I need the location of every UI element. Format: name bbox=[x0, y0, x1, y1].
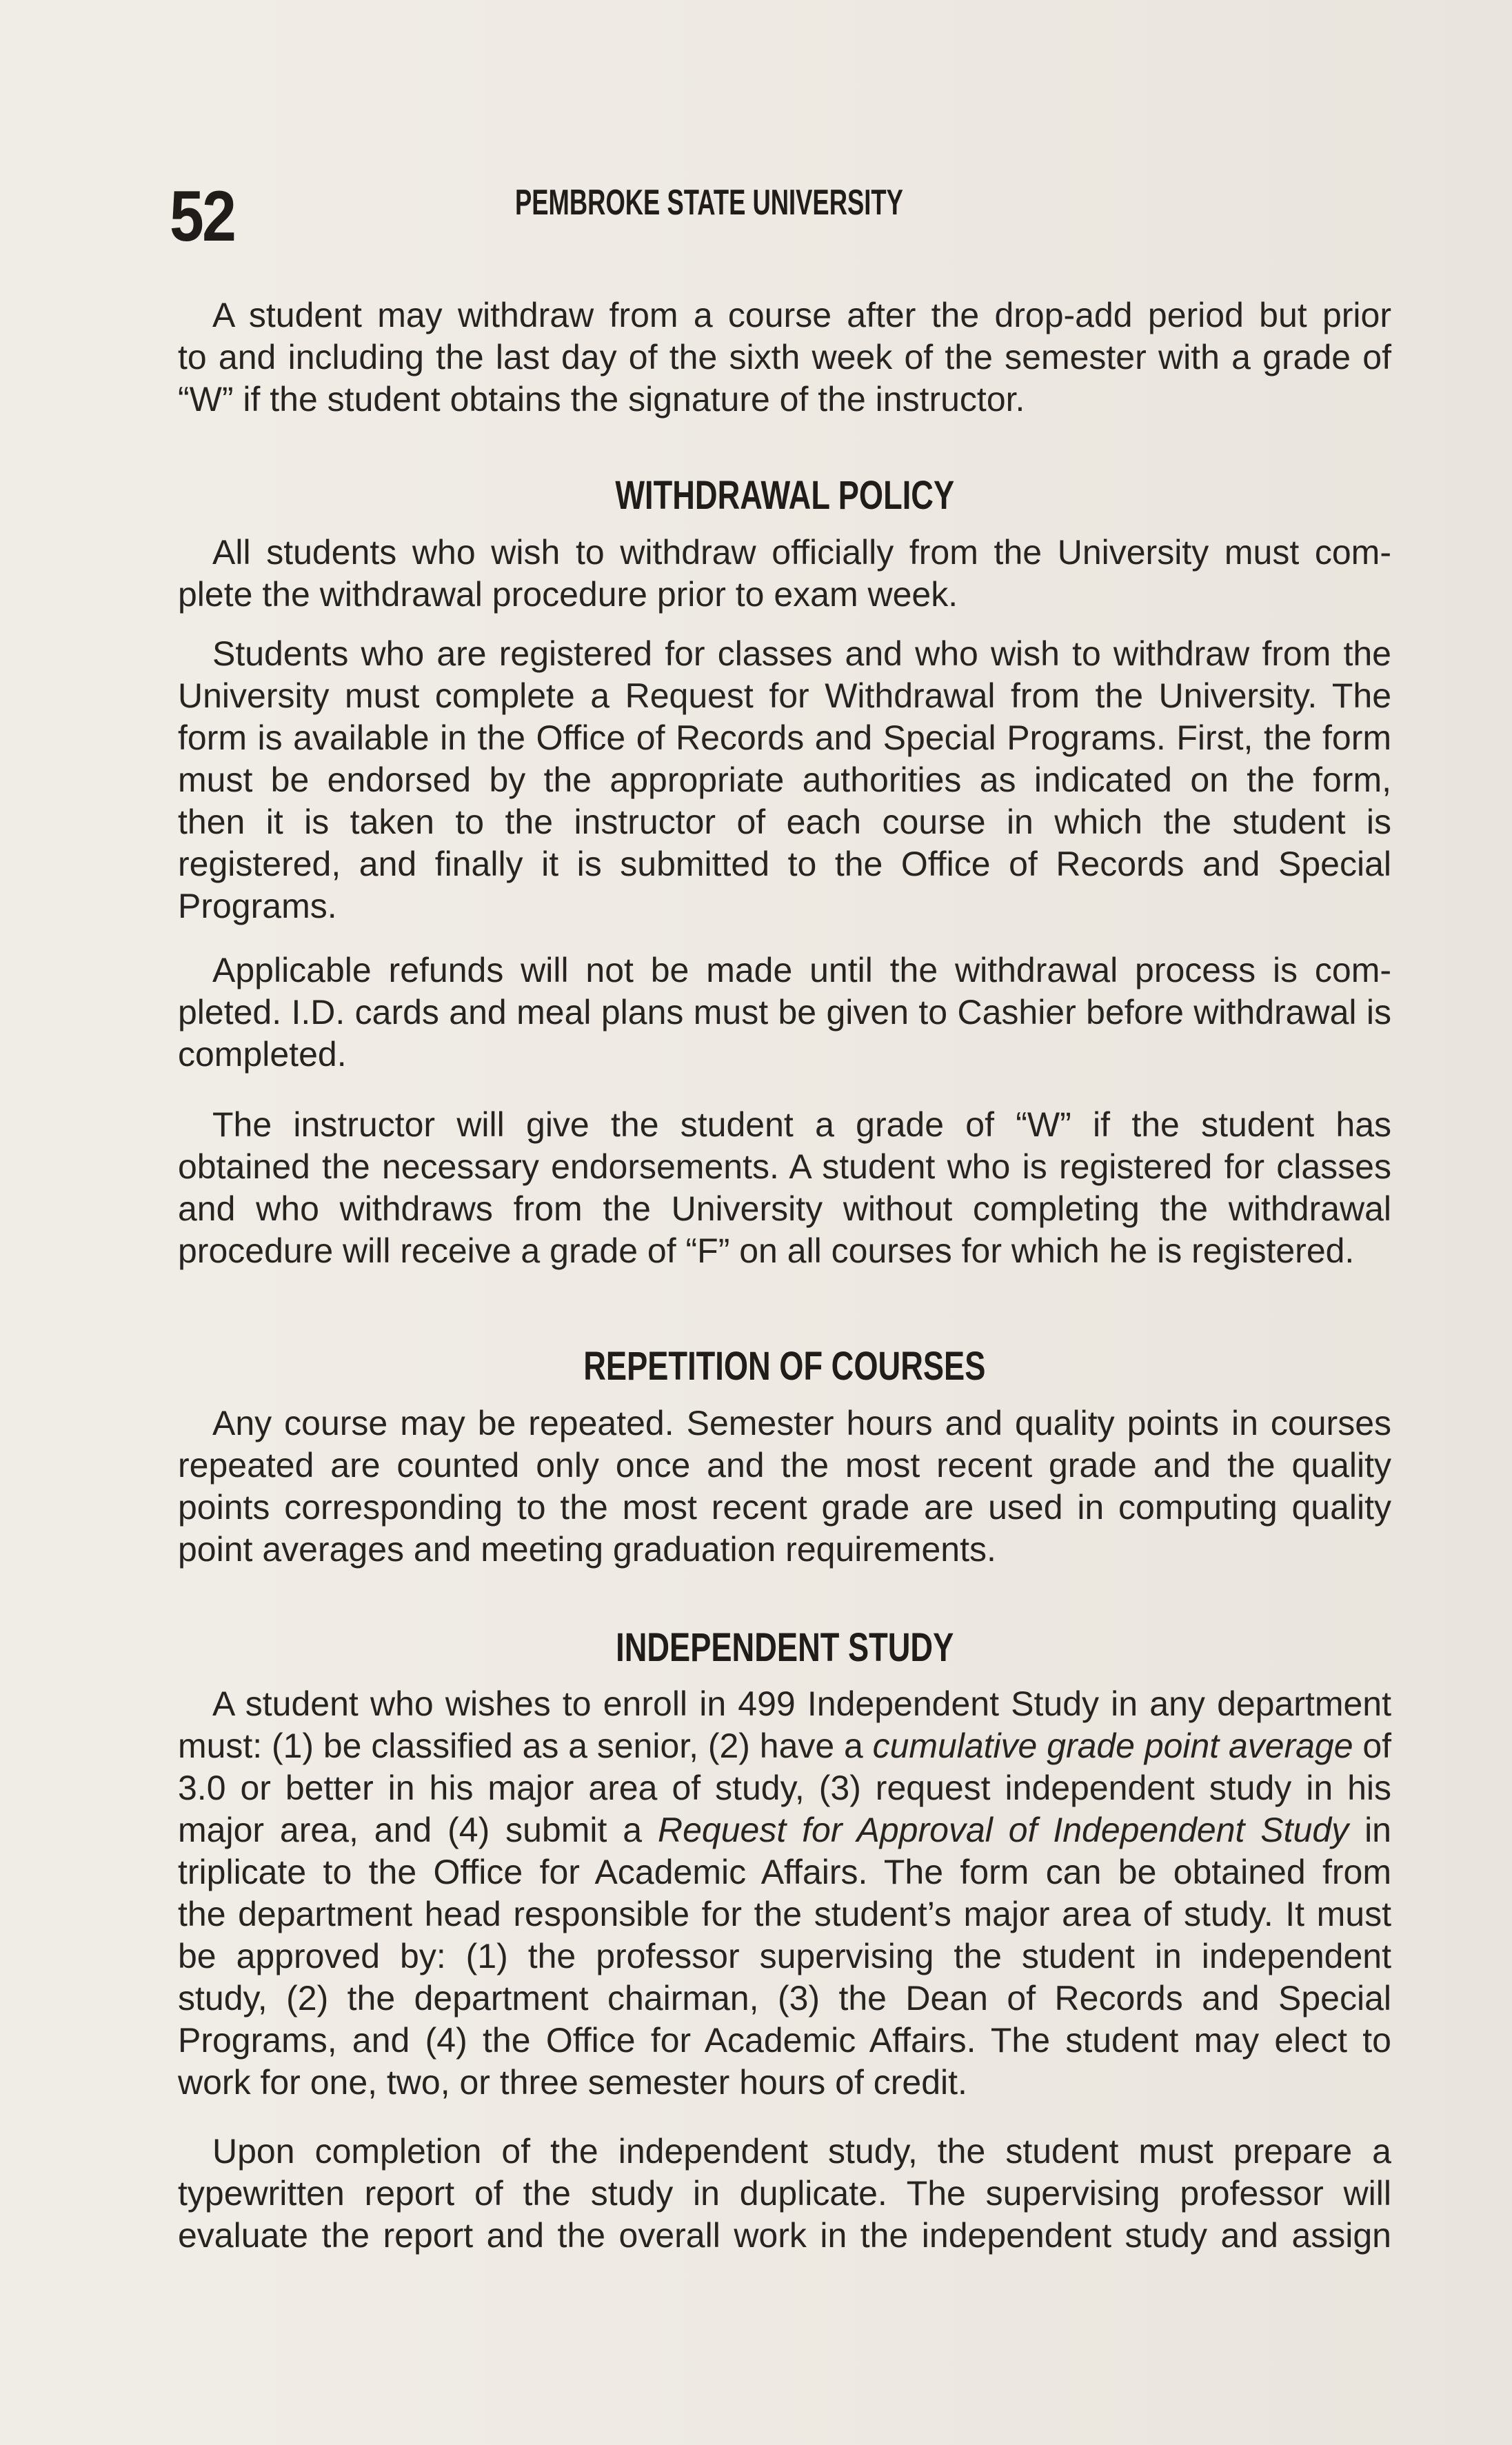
paragraph-line: Any course may be repeated. Semester hours and quality points in courses bbox=[212, 1404, 1391, 1442]
paragraph-line: to and including the last day of the sixth week of the semester with a grade of bbox=[178, 338, 1391, 376]
paragraph-line: the department head responsible for the student’s major area of study. It must bbox=[178, 1895, 1391, 1933]
paragraph-line: points corresponding to the most recent grade are used in computing quality bbox=[178, 1488, 1391, 1527]
paragraph bbox=[178, 1683, 1391, 2104]
paragraph bbox=[178, 633, 1391, 927]
section-heading-text: INDEPENDENT STUDY bbox=[615, 1625, 954, 1670]
paragraph-line: repeated are counted only once and the most recent grade and the quality bbox=[178, 1446, 1391, 1485]
paragraph bbox=[178, 1402, 1391, 1571]
paragraph-line: must: (1) be classified as a senior, (2) have a cumulative grade point average of bbox=[178, 1727, 1391, 1765]
paragraph-line: The instructor will give the student a grade of “W” if the student has bbox=[212, 1105, 1391, 1144]
paragraph-line: point averages and meeting graduation requirements. bbox=[178, 1530, 996, 1569]
paragraph-line: All students who wish to withdraw officially from the University must com- bbox=[212, 533, 1391, 572]
paragraph-line: major area, and (4) submit a Request for Approval of Independent Study in bbox=[178, 1811, 1391, 1849]
paragraph-line: then it is taken to the instructor of each course in which the student is bbox=[178, 803, 1391, 841]
paragraph-line: A student who wishes to enroll in 499 Independent Study in any department bbox=[212, 1684, 1391, 1723]
section-heading-text: WITHDRAWAL POLICY bbox=[615, 473, 954, 518]
paragraph-line: must be endorsed by the appropriate authorities as indicated on the form, bbox=[178, 761, 1391, 799]
paragraph-line: plete the withdrawal procedure prior to exam week. bbox=[178, 575, 958, 614]
paragraph bbox=[178, 532, 1391, 616]
paragraph-line: 3.0 or better in his major area of study, (3) request independent study in his bbox=[178, 1769, 1391, 1807]
paragraph-line: Programs, and (4) the Office for Academic Affairs. The student may elect to bbox=[178, 2021, 1391, 2060]
paragraph bbox=[178, 2131, 1391, 2257]
paragraph-line: procedure will receive a grade of “F” on all courses for which he is registered. bbox=[178, 1231, 1355, 1270]
italic-term: cumulative grade point average bbox=[872, 1727, 1353, 1765]
section-heading-withdrawal-policy bbox=[178, 472, 1391, 520]
paragraph-line: registered, and finally it is submitted to the Office of Records and Special bbox=[178, 845, 1391, 883]
paragraph-line: form is available in the Office of Records and Special Programs. First, the form bbox=[178, 718, 1391, 757]
paragraph bbox=[178, 949, 1391, 1076]
paragraph-line: study, (2) the department chairman, (3) the Dean of Records and Special bbox=[178, 1979, 1391, 2018]
paragraph-line: Programs. bbox=[178, 887, 337, 925]
paragraph-line: triplicate to the Office for Academic Affairs. The form can be obtained from bbox=[178, 1853, 1391, 1891]
paragraph-line: Applicable refunds will not be made until the withdrawal process is com- bbox=[212, 951, 1391, 989]
paragraph-line: typewritten report of the study in duplicate. The supervising professor will bbox=[178, 2174, 1391, 2213]
paragraph-line: Students who are registered for classes and who wish to withdraw from the bbox=[212, 634, 1391, 673]
running-header-title: PEMBROKE STATE UNIVERSITY bbox=[515, 183, 903, 223]
paragraph-line: A student may withdraw from a course after the drop-add period but prior bbox=[212, 296, 1391, 334]
paragraph-line: work for one, two, or three semester hours of credit. bbox=[178, 2063, 967, 2102]
paragraph-line: obtained the necessary endorsements. A student who is registered for classes bbox=[178, 1147, 1391, 1186]
page-number: 52 bbox=[170, 177, 235, 256]
italic-term: Request for Approval of Independent Study bbox=[658, 1811, 1349, 1849]
paragraph bbox=[178, 1104, 1391, 1272]
paragraph-line: “W” if the student obtains the signature of the instructor. bbox=[178, 380, 1025, 419]
paragraph-line: be approved by: (1) the professor supervising the student in independent bbox=[178, 1937, 1391, 1975]
paragraph bbox=[178, 294, 1391, 421]
paragraph-line: University must complete a Request for Withdrawal from the University. The bbox=[178, 676, 1391, 715]
section-heading-repetition-of-courses bbox=[178, 1342, 1391, 1391]
paragraph-line: pleted. I.D. cards and meal plans must be given to Cashier before withdrawal is bbox=[178, 993, 1391, 1032]
paragraph-line: evaluate the report and the overall work in the independent study and assign bbox=[178, 2216, 1391, 2255]
section-heading-text: REPETITION OF COURSES bbox=[583, 1344, 986, 1389]
paragraph-line: Upon completion of the independent study, the student must prepare a bbox=[212, 2132, 1391, 2171]
paragraph-line: completed. bbox=[178, 1035, 347, 1074]
paragraph-line: and who withdraws from the University without completing the withdrawal bbox=[178, 1189, 1391, 1228]
section-heading-independent-study bbox=[178, 1624, 1391, 1672]
